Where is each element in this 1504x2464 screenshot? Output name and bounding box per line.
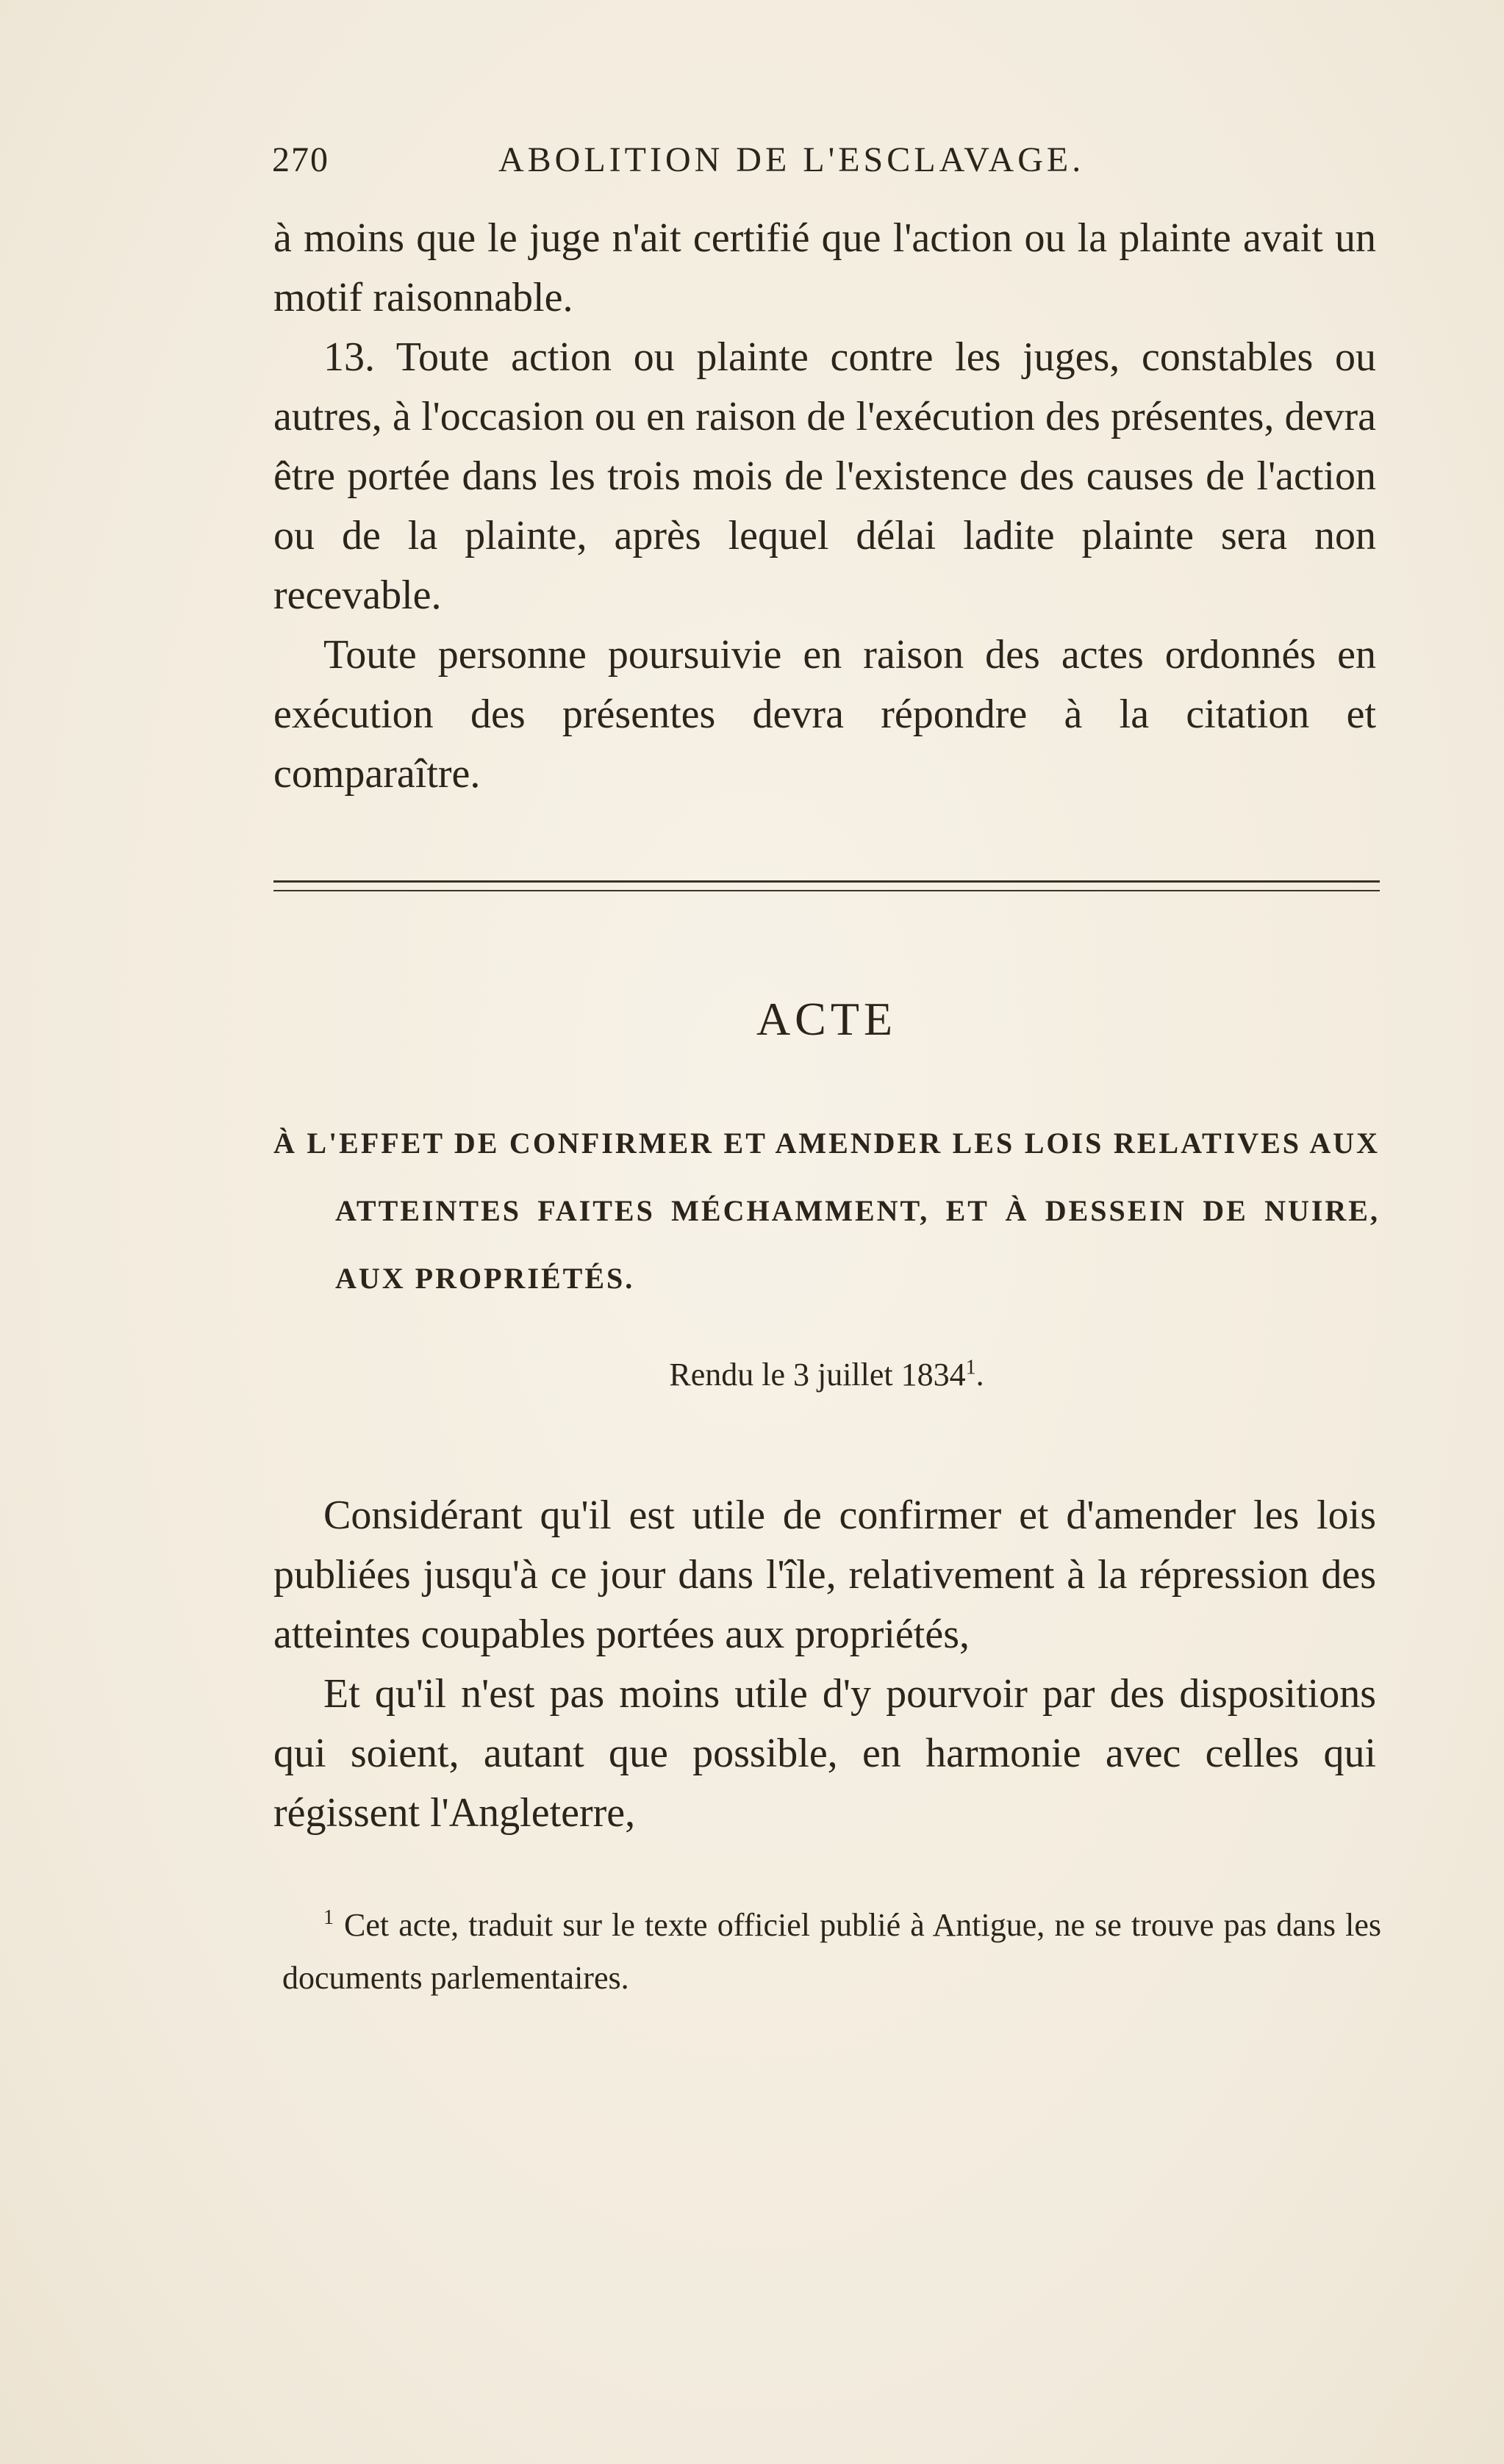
- footnote-text: Cet acte, traduit sur le texte officiel publié à Antigue, ne se trouve pas dans les documents parlementaires.: [282, 1907, 1381, 1996]
- act-date: [273, 1356, 1380, 1393]
- considering-paragraph: Considérant qu'il est utile de confirmer et d'amender les lois publiées jusqu'à ce jour dans l'île, relativement à la répression des atteintes coupables portées aux propriétés,: [273, 1493, 1376, 1657]
- footnote: [282, 1899, 1381, 2005]
- act-date-period: .: [975, 1357, 984, 1393]
- article-13-paragraph: 13. Toute action ou plainte contre les juges, constables ou autres, à l'occasion ou en raison de l'exécution des présentes, devra être portée dans les trois mois de l'existence des causes de l'action ou de la plainte, après lequel délai ladite plainte sera non recevable.: [273, 334, 1376, 618]
- section-divider: [273, 880, 1380, 891]
- footnote-marker: 1: [323, 1906, 334, 1930]
- act-body: [273, 1486, 1376, 1843]
- page-header: [272, 140, 1375, 191]
- top-text-block: [273, 209, 1376, 804]
- act-title: ACTE: [756, 993, 898, 1045]
- running-title: ABOLITION DE L'ESCLAVAGE.: [498, 140, 1085, 179]
- act-date-text: Rendu le 3 juillet 1834: [669, 1357, 966, 1393]
- persons-paragraph: Toute personne poursuivie en raison des actes ordonnés en exécution des présentes devra répondre à la citation et comparaître.: [273, 632, 1376, 797]
- act-subtitle: À L'EFFET DE CONFIRMER ET AMENDER LES LOIS RELATIVES AUX ATTEINTES FAITES MÉCHAMMENT, ET À DESSEIN DE NUIRE, AUX PROPRIÉTÉS.: [273, 1127, 1380, 1295]
- footnote-reference: 1: [965, 1356, 976, 1379]
- continuation-paragraph: à moins que le juge n'ait certifié que l'action ou la plainte avait un motif raisonnable.: [273, 215, 1376, 320]
- and-that-paragraph: Et qu'il n'est pas moins utile d'y pourvoir par des dispositions qui soient, autant que possible, en harmonie avec celles qui régissent l'Angleterre,: [273, 1671, 1376, 1836]
- page-number: 270: [272, 140, 329, 179]
